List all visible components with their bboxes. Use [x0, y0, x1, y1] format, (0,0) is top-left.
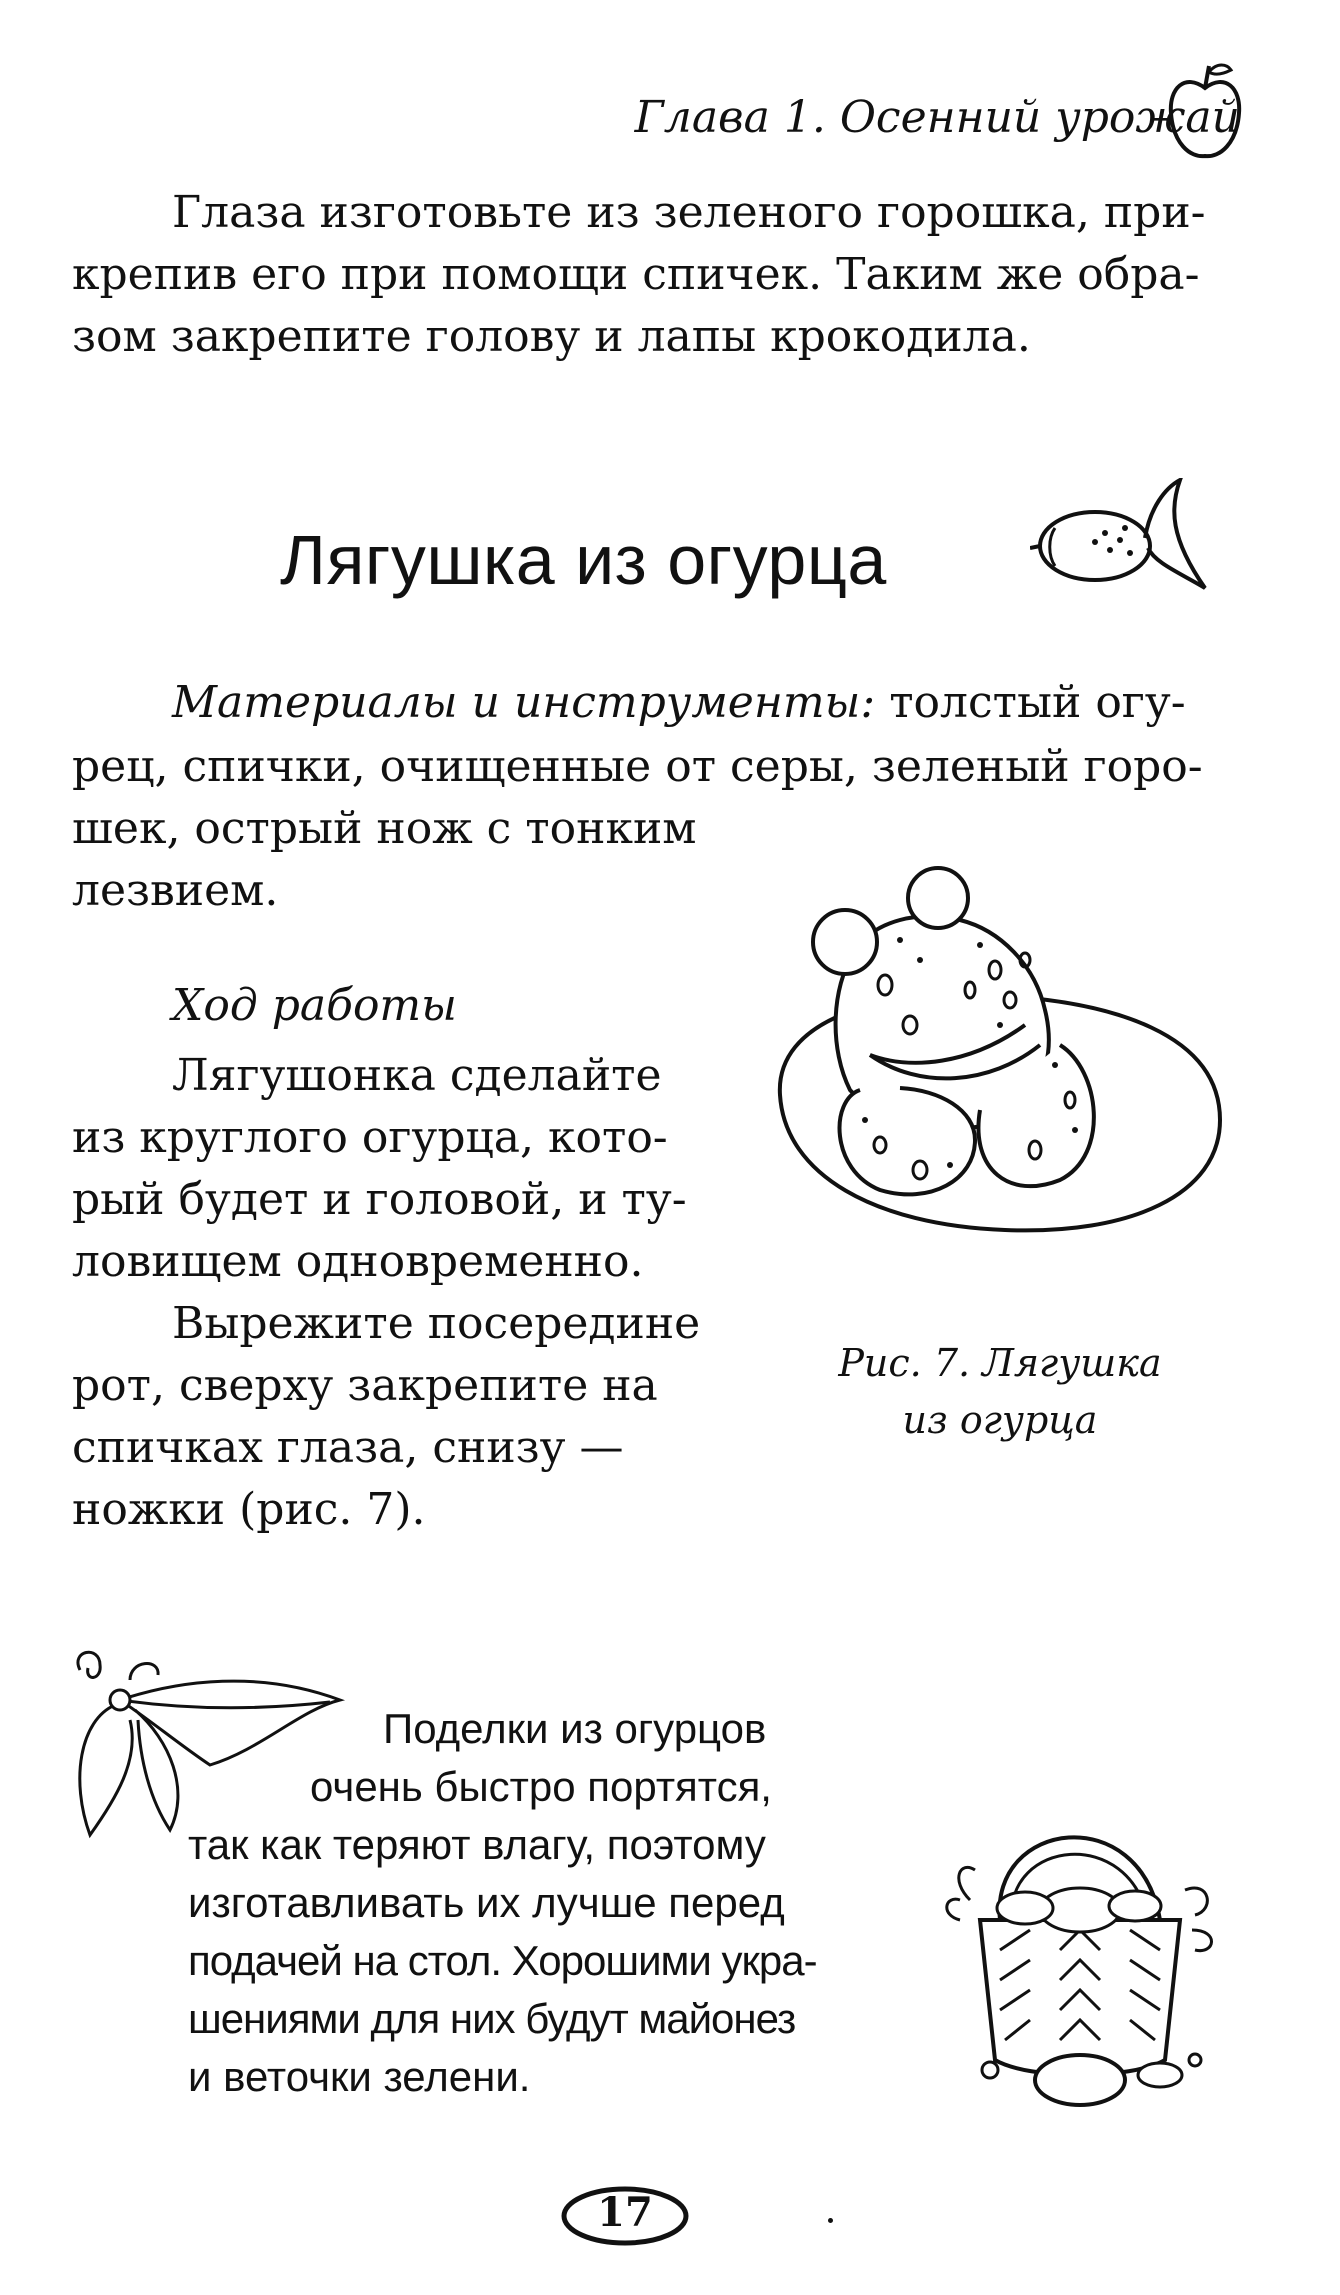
frog-cucumber-illustration: [770, 850, 1240, 1300]
process-line: ловищем одновременно.: [72, 1236, 644, 1287]
apple-icon: [1165, 58, 1245, 168]
note-line: шениями для них будут майонез: [188, 1995, 796, 2042]
process-line: рот, сверху закрепите на: [72, 1360, 658, 1411]
materials-line-2: рец, спички, очищенные от серы, зеленый горо-: [72, 741, 1203, 792]
note-line: подачей на стол. Хорошими укра-: [188, 1937, 817, 1984]
process-line: рый будет и головой, и ту-: [72, 1174, 687, 1225]
page-number-text: 17: [597, 2189, 653, 2236]
process-line: Вырежите посередине: [172, 1298, 701, 1349]
intro-line-2: крепив его при помощи спичек. Таким же обра-: [72, 249, 1200, 300]
print-speck: [828, 2218, 833, 2223]
note-line: очень быстро портятся,: [310, 1763, 772, 1810]
note-line: изготавливать их лучше перед: [188, 1879, 785, 1926]
process-line: спичках глаза, снизу —: [72, 1422, 624, 1473]
intro-line-1: Глаза изготовьте из зеленого горошка, при-: [172, 187, 1206, 238]
process-heading: Ход работы: [172, 980, 457, 1031]
page-number: [560, 2185, 690, 2247]
process-line: Лягушонка сделайте: [172, 1050, 662, 1101]
materials-line-3: шек, острый нож с тонким: [72, 803, 697, 854]
note-line: так как теряют влагу, поэтому: [188, 1821, 766, 1868]
section-title: Лягушка из огурца: [280, 521, 887, 599]
process-line: ножки (рис. 7).: [72, 1484, 426, 1535]
materials-text: толстый огу-: [889, 677, 1186, 728]
intro-line-3: зом закрепите голову и лапы крокодила.: [72, 311, 1031, 362]
note-line: и веточки зелени.: [188, 2053, 531, 2100]
materials-line-1: [172, 672, 1186, 734]
chapter-header: Глава 1. Осенний урожай: [634, 92, 1240, 143]
holly-sprig-icon: [60, 1640, 350, 1840]
materials-label: Материалы и инструменты:: [172, 677, 876, 728]
figure-caption-line-2: из огурца: [902, 1398, 1098, 1442]
note-line: Поделки из огурцов: [383, 1705, 767, 1752]
vegetable-leaf-icon: [1030, 478, 1210, 608]
figure-caption-line-1: Рис. 7. Лягушка: [838, 1341, 1162, 1385]
vegetable-basket-illustration: [930, 1780, 1230, 2120]
materials-line-4: лезвием.: [72, 865, 279, 916]
process-line: из круглого огурца, кото-: [72, 1112, 668, 1163]
